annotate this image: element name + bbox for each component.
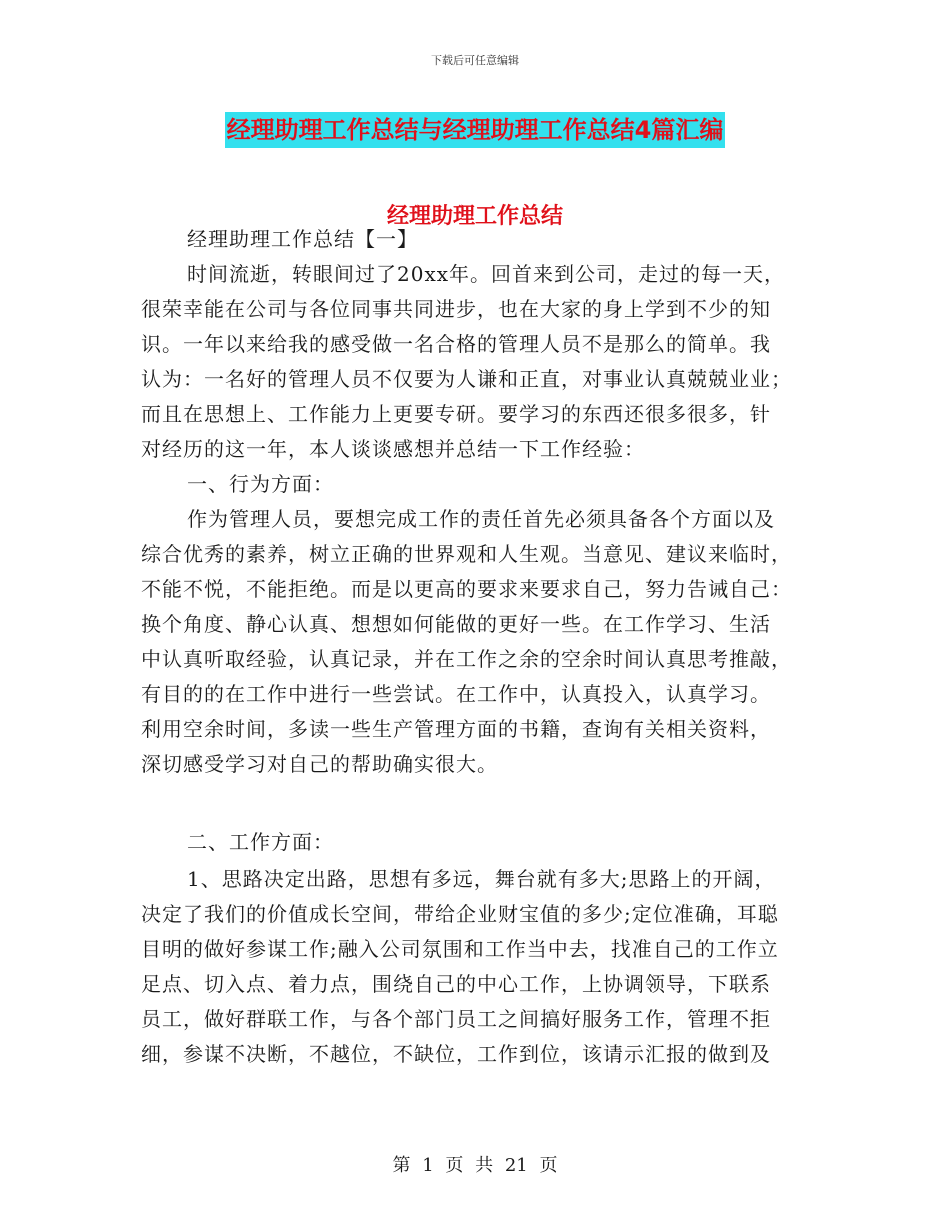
document-title-container (0, 112, 950, 148)
body-line: 很荣幸能在公司与各位同事共同进步，也在大家的身上学到不少的知 (141, 297, 771, 321)
body-line: 1、思路决定出路，思想有多远，舞台就有多大;思路上的开阔， (187, 867, 776, 891)
page-footer: 第 1 页 共 21 页 (392, 1155, 558, 1176)
body-line: 足点、切入点、着力点，围绕自己的中心工作，上协调领导，下联系 (141, 972, 771, 996)
body-line-heading-2: 一、行为方面： (187, 472, 334, 496)
body-line: 利用空余时间，多读一些生产管理方面的书籍，查询有关相关资料， (141, 717, 771, 741)
body-line: 识。一年以来给我的感受做一名合格的管理人员不是那么的简单。我 (141, 332, 771, 356)
body-line: 对经历的这一年，本人谈谈感想并总结一下工作经验： (141, 437, 645, 461)
body-line-heading-3: 二、工作方面： (187, 830, 334, 854)
body-line: 有目的的在工作中进行一些尝试。在工作中，认真投入，认真学习。 (141, 682, 771, 706)
body-line: 决定了我们的价值成长空间，带给企业财宝值的多少;定位准确，耳聪 (141, 902, 779, 926)
body-line: 作为管理人员，要想完成工作的责任首先必须具备各个方面以及 (187, 507, 775, 531)
body-line: 不能不悦，不能拒绝。而是以更高的要求来要求自己，努力告诫自己： (141, 577, 792, 601)
section-title: 经理助理工作总结 (386, 204, 563, 229)
body-line: 综合优秀的素养，树立正确的世界观和人生观。当意见、建议来临时， (141, 542, 792, 566)
body-line: 员工，做好群联工作，与各个部门员工之间搞好服务工作，管理不拒 (141, 1007, 771, 1031)
body-line: 深切感受学习对自己的帮助确实很大。 (141, 752, 498, 776)
body-line: 时间流逝，转眼间过了20xx年。回首来到公司，走过的每一天， (187, 262, 786, 286)
body-line: 细，参谋不决断，不越位，不缺位，工作到位，该请示汇报的做到及 (141, 1042, 771, 1066)
body-line: 中认真听取经验，认真记录，并在工作之余的空余时间认真思考推敲， (141, 647, 792, 671)
document-title: 经理助理工作总结与经理助理工作总结4篇汇编 (225, 112, 726, 148)
body-line: 认为：一名好的管理人员不仅要为人谦和正直，对事业认真兢兢业业； (141, 367, 792, 391)
body-line-heading-1: 经理助理工作总结【一】 (187, 227, 418, 251)
page-header-note: 下载后可任意编辑 (431, 54, 519, 67)
body-line: 换个角度、静心认真、想想如何能做的更好一些。在工作学习、生活 (141, 612, 771, 636)
body-line: 而且在思想上、工作能力上更要专研。要学习的东西还很多很多，针 (141, 402, 771, 426)
body-line: 目明的做好参谋工作;融入公司氛围和工作当中去，找准自己的工作立 (141, 937, 779, 961)
